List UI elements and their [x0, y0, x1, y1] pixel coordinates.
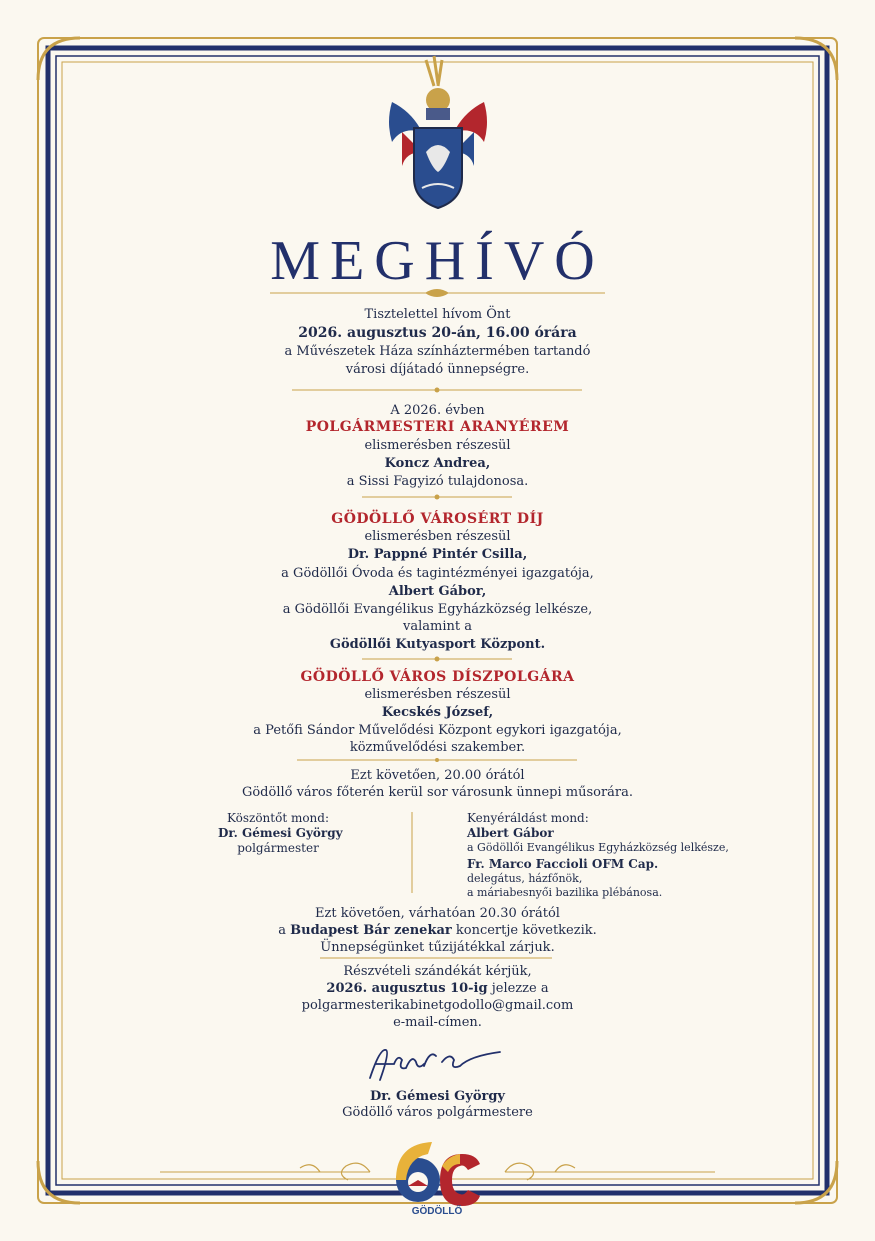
intro-line: Tisztelettel hívom Önt — [364, 307, 511, 322]
signature-title: Gödöllő város polgármestere — [342, 1105, 533, 1120]
page-title: MEGHÍVÓ — [270, 230, 605, 292]
rsvp-email[interactable]: polgarmesterikabinetgodollo@gmail.com — [301, 998, 574, 1013]
concert-line1: Ezt követően, várhatóan 20.30 órától — [315, 906, 560, 921]
intro-venue: a Művészetek Háza színháztermében tartandó — [284, 344, 591, 359]
rsvp-line2: 2026. augusztus 10-ig jelezze a — [326, 981, 549, 996]
rsvp-line1: Részvételi szándékát kérjük, — [343, 964, 532, 979]
award1-role: a Sissi Fagyizó tulajdonosa. — [346, 474, 529, 489]
award3-person: Kecskés József, — [381, 705, 494, 720]
award3-sub: elismerésben részesül — [364, 687, 511, 702]
coat-of-arms-icon — [382, 52, 494, 217]
award2-person2: Albert Gábor, — [388, 584, 487, 599]
blessing-label: Kenyéráldást mond: — [467, 811, 589, 825]
blessing-role2a: delegátus, házfőnök, — [467, 872, 583, 885]
greeting-column — [218, 811, 343, 856]
blessing-role1: a Gödöllői Evangélikus Egyházközség lelkésze, — [467, 841, 729, 854]
intro-event: városi díjátadó ünnepségre. — [345, 362, 530, 377]
concert-line3: Ünnepségünket tűzijátékkal zárjuk. — [320, 940, 555, 955]
band-name: Budapest Bár zenekar — [290, 923, 452, 938]
award3-role1: a Petőfi Sándor Művelődési Központ egykori igazgatója, — [253, 723, 622, 738]
award3-name: GÖDÖLLŐ VÁROS DÍSZPOLGÁRA — [300, 669, 575, 685]
blessing-speaker2: Fr. Marco Faccioli OFM Cap. — [467, 857, 659, 871]
award2-also: valamint a — [403, 619, 472, 634]
signature-name: Dr. Gémesi György — [370, 1089, 505, 1104]
award2-name: GÖDÖLLŐ VÁROSÉRT DÍJ — [331, 511, 544, 527]
blessing-speaker1: Albert Gábor — [467, 826, 554, 840]
greeting-label: Köszöntőt mond: — [226, 811, 330, 825]
concert-line2: a Budapest Bár zenekar koncertje következik. — [278, 923, 597, 938]
award2-person1: Dr. Pappné Pintér Csilla, — [347, 547, 528, 562]
rsvp-deadline: 2026. augusztus 10-ig — [326, 981, 488, 996]
logo-text: GÖDÖLLŐ — [411, 1206, 463, 1217]
award2-role2: a Gödöllői Evangélikus Egyházközség lelkésze, — [282, 602, 593, 617]
evening-line1: Ezt követően, 20.00 órától — [350, 768, 525, 783]
godollo-60-logo-icon — [390, 1136, 485, 1218]
award2-sub: elismerésben részesül — [364, 529, 511, 544]
award3-role2: közművelődési szakember. — [349, 740, 526, 755]
award1-pre: A 2026. évben — [390, 403, 485, 418]
handwritten-signature — [362, 1042, 512, 1086]
award1-person: Koncz Andrea, — [384, 456, 491, 471]
award2-role1: a Gödöllői Óvoda és tagintézményei igazgatója, — [281, 566, 594, 581]
blessing-column — [467, 811, 729, 900]
award1-sub: elismerésben részesül — [364, 438, 511, 453]
greeting-role: polgármester — [237, 841, 319, 855]
evening-line2: Gödöllő város főterén kerül sor városunk ünnepi műsorára. — [241, 785, 634, 800]
award1-name: POLGÁRMESTERI ARANYÉREM — [305, 419, 570, 435]
intro-date: 2026. augusztus 20-án, 16.00 órára — [298, 325, 577, 341]
greeting-speaker: Dr. Gémesi György — [218, 826, 343, 840]
award2-org: Gödöllői Kutyasport Központ. — [329, 637, 546, 652]
blessing-role2b: a máriabesnyői bazilika plébánosa. — [467, 886, 663, 899]
rsvp-line4: e-mail-címen. — [393, 1015, 482, 1030]
